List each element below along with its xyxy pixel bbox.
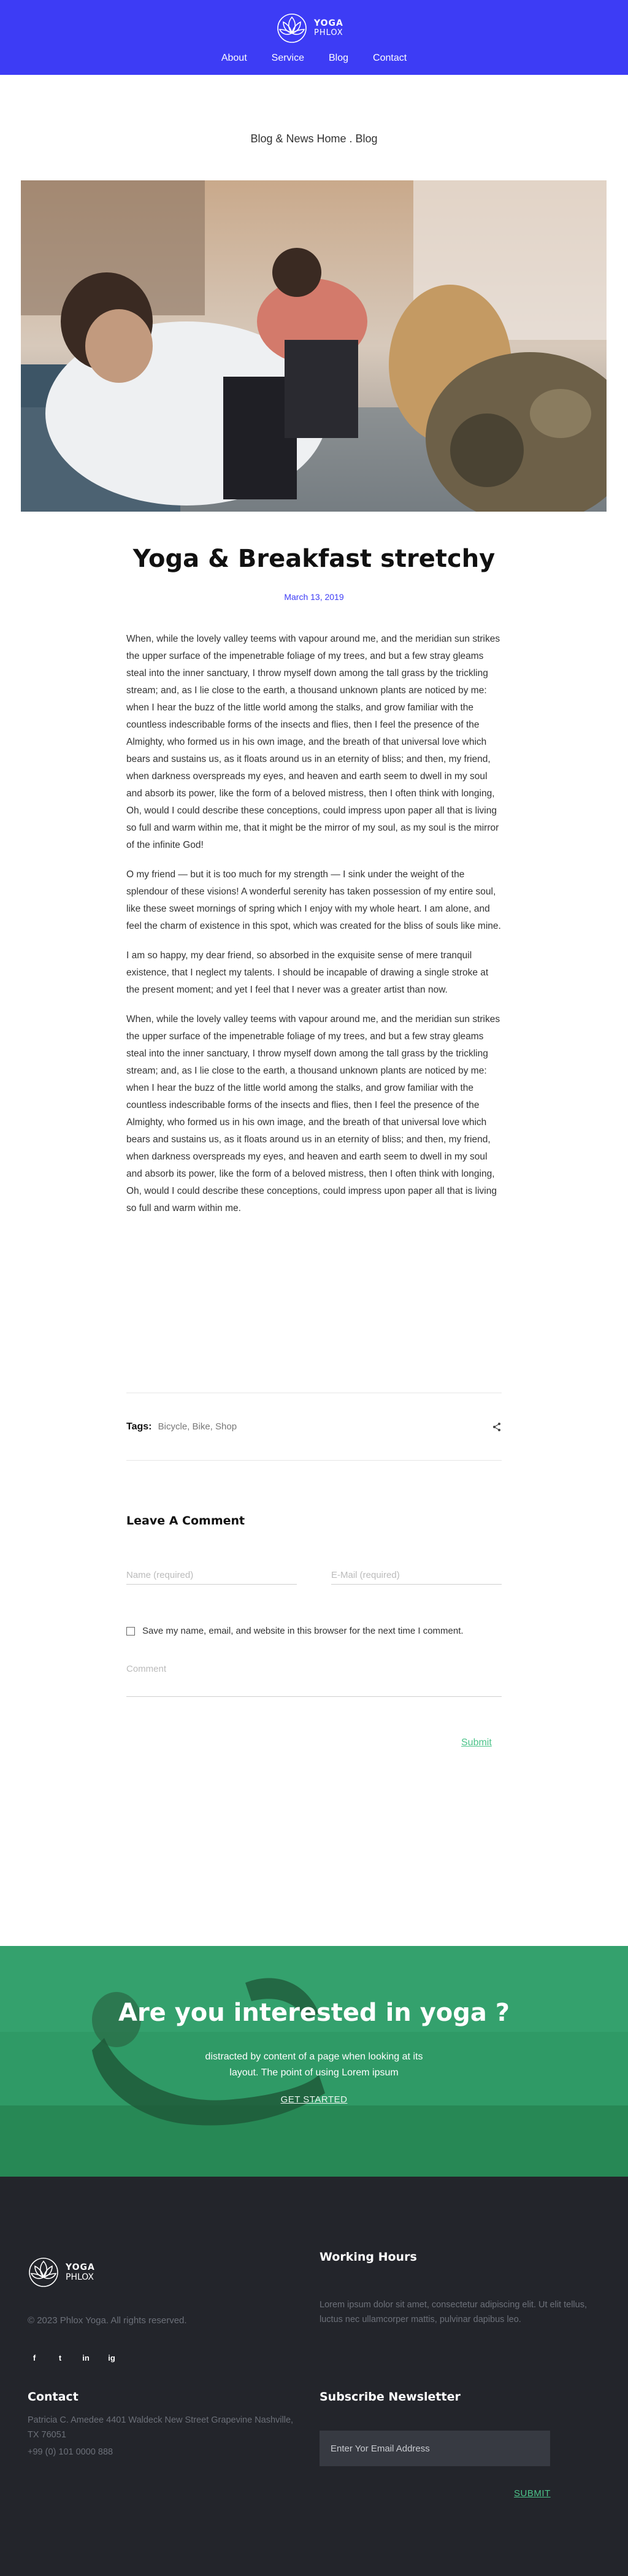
consent-checkbox[interactable] [126,1627,135,1636]
nav-contact[interactable]: Contact [373,53,407,63]
cta-banner [0,1946,628,2177]
working-hours-heading: Working Hours [320,2250,417,2264]
site-logo[interactable] [276,12,352,44]
lotus-icon [276,12,308,44]
site-header [0,0,628,75]
consent-row [126,1626,464,1636]
linkedin-icon[interactable]: in [82,2353,90,2363]
post-paragraph: When, while the lovely valley teems with vapour around me, and the meridian sun strikes the upper surface of the impenetrable foliage of my trees, and but a few stray gleams steal into the inner sanctuary, I throw myself down among the tall grass by the trickling stream; and, as I lie close to the earth, a thousand unknown plants are noticed by me: when I hear the buzz of the little world among the stalks, and grow familiar with the countless indescribable forms of the insects and flies, then I feel the presence of the Almighty, who formed us in his own image, and the breath of that universal love which bears and sustains us, as it floats around us in an eternity of bliss; and then, my friend, when darkness overspreads my eyes, and heaven and earth seem to dwell in my soul and absorb its power, like the form of a beloved mistress, then I often think with longing, Oh, would I could describe these conceptions, could impress upon paper all that is living so full and warm within me, that it might be the mirror of my soul, as my soul is the mirror of the infinite God! [126,634,500,850]
main-nav [0,53,628,64]
tags-label: Tags: [126,1421,152,1432]
working-hours-text: Lorem ipsum dolor sit amet, consectetur adipiscing elit. Ut elit tellus, luctus nec ullamcorper mattis, pulvinar dapibus leo. [320,2300,587,2324]
instagram-icon[interactable]: ig [108,2353,115,2363]
breadcrumb: Blog & News Home . Blog [250,133,378,145]
submit-comment-button[interactable]: Submit [461,1737,492,1748]
post-paragraph: I am so happy, my dear friend, so absorbed in the exquisite sense of mere tranquil existence, that I neglect my talents. I should be incapable of drawing a single stroke at the present moment; and yet I feel that I never was a greater artist than now. [126,950,489,995]
nav-about[interactable]: About [221,53,247,63]
comment-field[interactable] [126,1660,502,1697]
post-paragraph: O my friend — but it is too much for my strength — I sink under the weight of the splendour of these visions! A wonderful serenity has taken possession of my entire soul, like these sweet mornings of spring which I enjoy with my whole heart. I am alone, and feel the charm of existence in this spot, which was created for the bliss of souls like mine. [126,869,501,931]
newsletter-heading: Subscribe Newsletter [320,2390,461,2404]
cta-text: distracted by content of a page when looking at its layout. The point of using Lorem ipsum [205,2051,423,2078]
post-date[interactable]: March 13, 2019 [284,592,344,602]
facebook-icon[interactable]: f [33,2353,36,2363]
logo-title: YOGA [314,18,343,28]
lotus-icon [28,2256,59,2288]
share-icon[interactable] [492,1422,502,1432]
post-featured-image [21,180,607,512]
post-title: Yoga & Breakfast stretchy [132,545,496,573]
get-started-link[interactable]: GET STARTED [280,2094,348,2105]
logo-subtitle: PHLOX [314,28,343,37]
comment-form-heading: Leave A Comment [126,1514,245,1528]
contact-heading: Contact [28,2390,78,2404]
footer-logo[interactable] [28,2256,95,2288]
email-field[interactable] [331,1566,502,1585]
post-tags [126,1421,502,1432]
consent-label: Save my name, email, and website in this browser for the next time I comment. [142,1626,464,1636]
divider [126,1460,502,1461]
name-field[interactable] [126,1566,297,1585]
post-paragraph: When, while the lovely valley teems with vapour around me, and the meridian sun strikes the upper surface of the impenetrable foliage of my trees, and but a few stray gleams steal into the inner sanctuary, I throw myself down among the tall grass by the trickling stream; and, as I lie close to the earth, a thousand unknown plants are noticed by me: when I hear the buzz of the little world among the stalks, and grow familiar with the countless indescribable forms of the insects and flies, then I feel the presence of the Almighty, who formed us in his own image, and the breath of that universal love which bears and sustains us, as it floats around us in an eternity of bliss; and then, my friend, when darkness overspreads my eyes, and heaven and earth seem to dwell in my soul and absorb its power, like the form of a beloved mistress, then I often think with longing, Oh, would I could describe these conceptions, could impress upon paper all that is living so full and warm within me. [126,1014,500,1213]
footer-logo-subtitle: PHLOX [66,2272,94,2282]
copyright: © 2023 Phlox Yoga. All rights reserved. [28,2315,187,2326]
nav-service[interactable]: Service [271,53,304,63]
nav-blog[interactable]: Blog [329,53,349,63]
cta-title: Are you interested in yoga ? [118,1999,510,2027]
footer-logo-title: YOGA [66,2263,95,2272]
site-footer [0,2177,628,2576]
newsletter-submit-button[interactable]: SUBMIT [514,2488,551,2499]
yoga-class-photo [21,180,607,512]
contact-address: Patricia C. Amedee 4401 Waldeck New Street Grapevine Nashville, TX 76051 [28,2415,294,2440]
post-content [126,631,502,1229]
newsletter-email-input[interactable] [320,2431,550,2466]
tags-list[interactable]: Bicycle, Bike, Shop [158,1421,237,1432]
contact-phone[interactable]: +99 (0) 101 0000 888 [28,2447,113,2457]
social-links [28,2353,118,2363]
twitter-icon[interactable]: t [58,2353,62,2363]
